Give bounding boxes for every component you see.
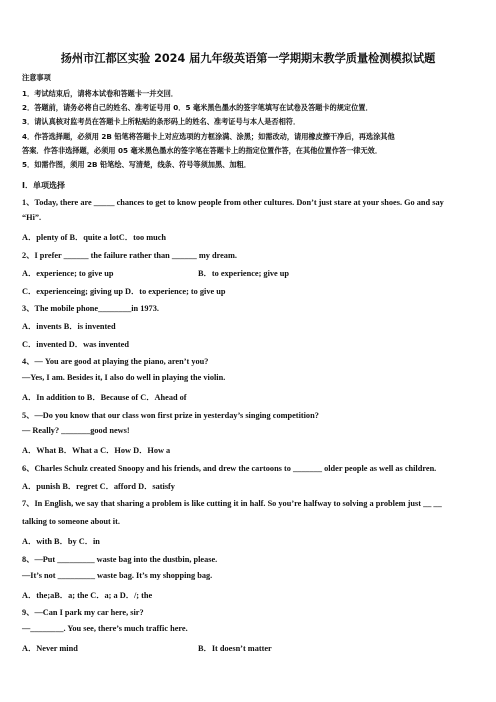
question-line: A．plenty of B．quite a lotC．too much [22, 233, 167, 242]
question-line: 5、—Do you know that our class won first prize in yesterday’s singing competition? [22, 411, 319, 420]
question-line: A．In addition to B．Because of C．Ahead of [22, 393, 187, 402]
question-line: 8、—Put _________ waste bag into the dustbin, please. [22, 555, 218, 564]
option-column-2: B．to experience; give up [198, 269, 290, 278]
notes-heading: 注意事项 [22, 73, 51, 82]
question-line: —Yes, I am. Besides it, I also do well in playing the violin. [22, 373, 226, 382]
question-line: A．experience; to give up [22, 269, 114, 278]
question-line: 3、The mobile phone________in 1973. [22, 304, 159, 313]
question-line: 7、In English, we say that sharing a problem is like cutting it in half. So you’re halfway to solving a problem just __ __ [22, 499, 442, 508]
note-item: 3．请认真核对监考员在答题卡上所粘贴的条形码上的姓名、准考证号与本人是否相符． [22, 117, 301, 126]
question-line: 1、Today, there are _____ chances to get to know people from other cultures. Don’t just stare at your shoes. Go and say [22, 198, 444, 207]
option-column-2: B．It doesn’t matter [198, 644, 272, 653]
question-line: A．What B．What a C．How D．How a [22, 446, 171, 455]
question-line: 2、I prefer ______ the failure rather than ______ my dream. [22, 251, 237, 260]
page-title: 扬州市江都区实验 2024 届九年级英语第一学期期末教学质量检测模拟试题 [60, 52, 436, 65]
question-line: A．Never mind [22, 644, 78, 653]
question-line: 6、Charles Schulz created Snoopy and his friends, and drew the cartoons to _______ older people as well as children. [22, 464, 437, 473]
question-line: “Hi”. [22, 213, 42, 222]
question-line: A．with B．by C．in [22, 537, 100, 546]
question-line: A．punish B．regret C．afford D．satisfy [22, 482, 175, 491]
question-line: — Really? _______good news! [22, 426, 130, 435]
question-line: talking to someone about it. [22, 517, 120, 526]
question-line: A．the;aB．a; the C．a; a D．/; the [22, 591, 153, 600]
question-line: A．invents B．is invented [22, 322, 116, 331]
note-item: 答案．作答非选择题，必须用 05 毫米黑色墨水的签字笔在答题卡上的指定位置作答，在其他位置作答一律无效． [22, 146, 383, 155]
question-line: 4、— You are good at playing the piano, aren’t you? [22, 357, 209, 366]
question-line: —________. You see, there’s much traffic here. [22, 624, 188, 633]
note-item: 4．作答选择题，必须用 2B 铅笔将答题卡上对应选项的方框涂满、涂黑；如需改动，请用橡皮擦干净后，再选涂其他 [22, 132, 395, 141]
note-item: 2．答题前，请务必将自己的姓名、准考证号用 0．5 毫米黑色墨水的签字笔填写在试卷及答题卡的规定位置． [22, 103, 373, 112]
question-line: C．invented D．was invented [22, 340, 129, 349]
note-item: 5．如需作图，须用 2B 铅笔绘、写清楚，线条、符号等须加黑、加粗． [22, 160, 251, 169]
question-line: 9、—Can I park my car here, sir? [22, 608, 144, 617]
note-item: 1．考试结束后，请将本试卷和答题卡一并交回． [22, 89, 178, 98]
question-line: C．experienceing; giving up D．to experience; to give up [22, 287, 226, 296]
question-line: —It’s not _________ waste bag. It’s my shopping bag. [22, 571, 213, 580]
section-heading: Ⅰ．单项选择 [22, 181, 65, 190]
